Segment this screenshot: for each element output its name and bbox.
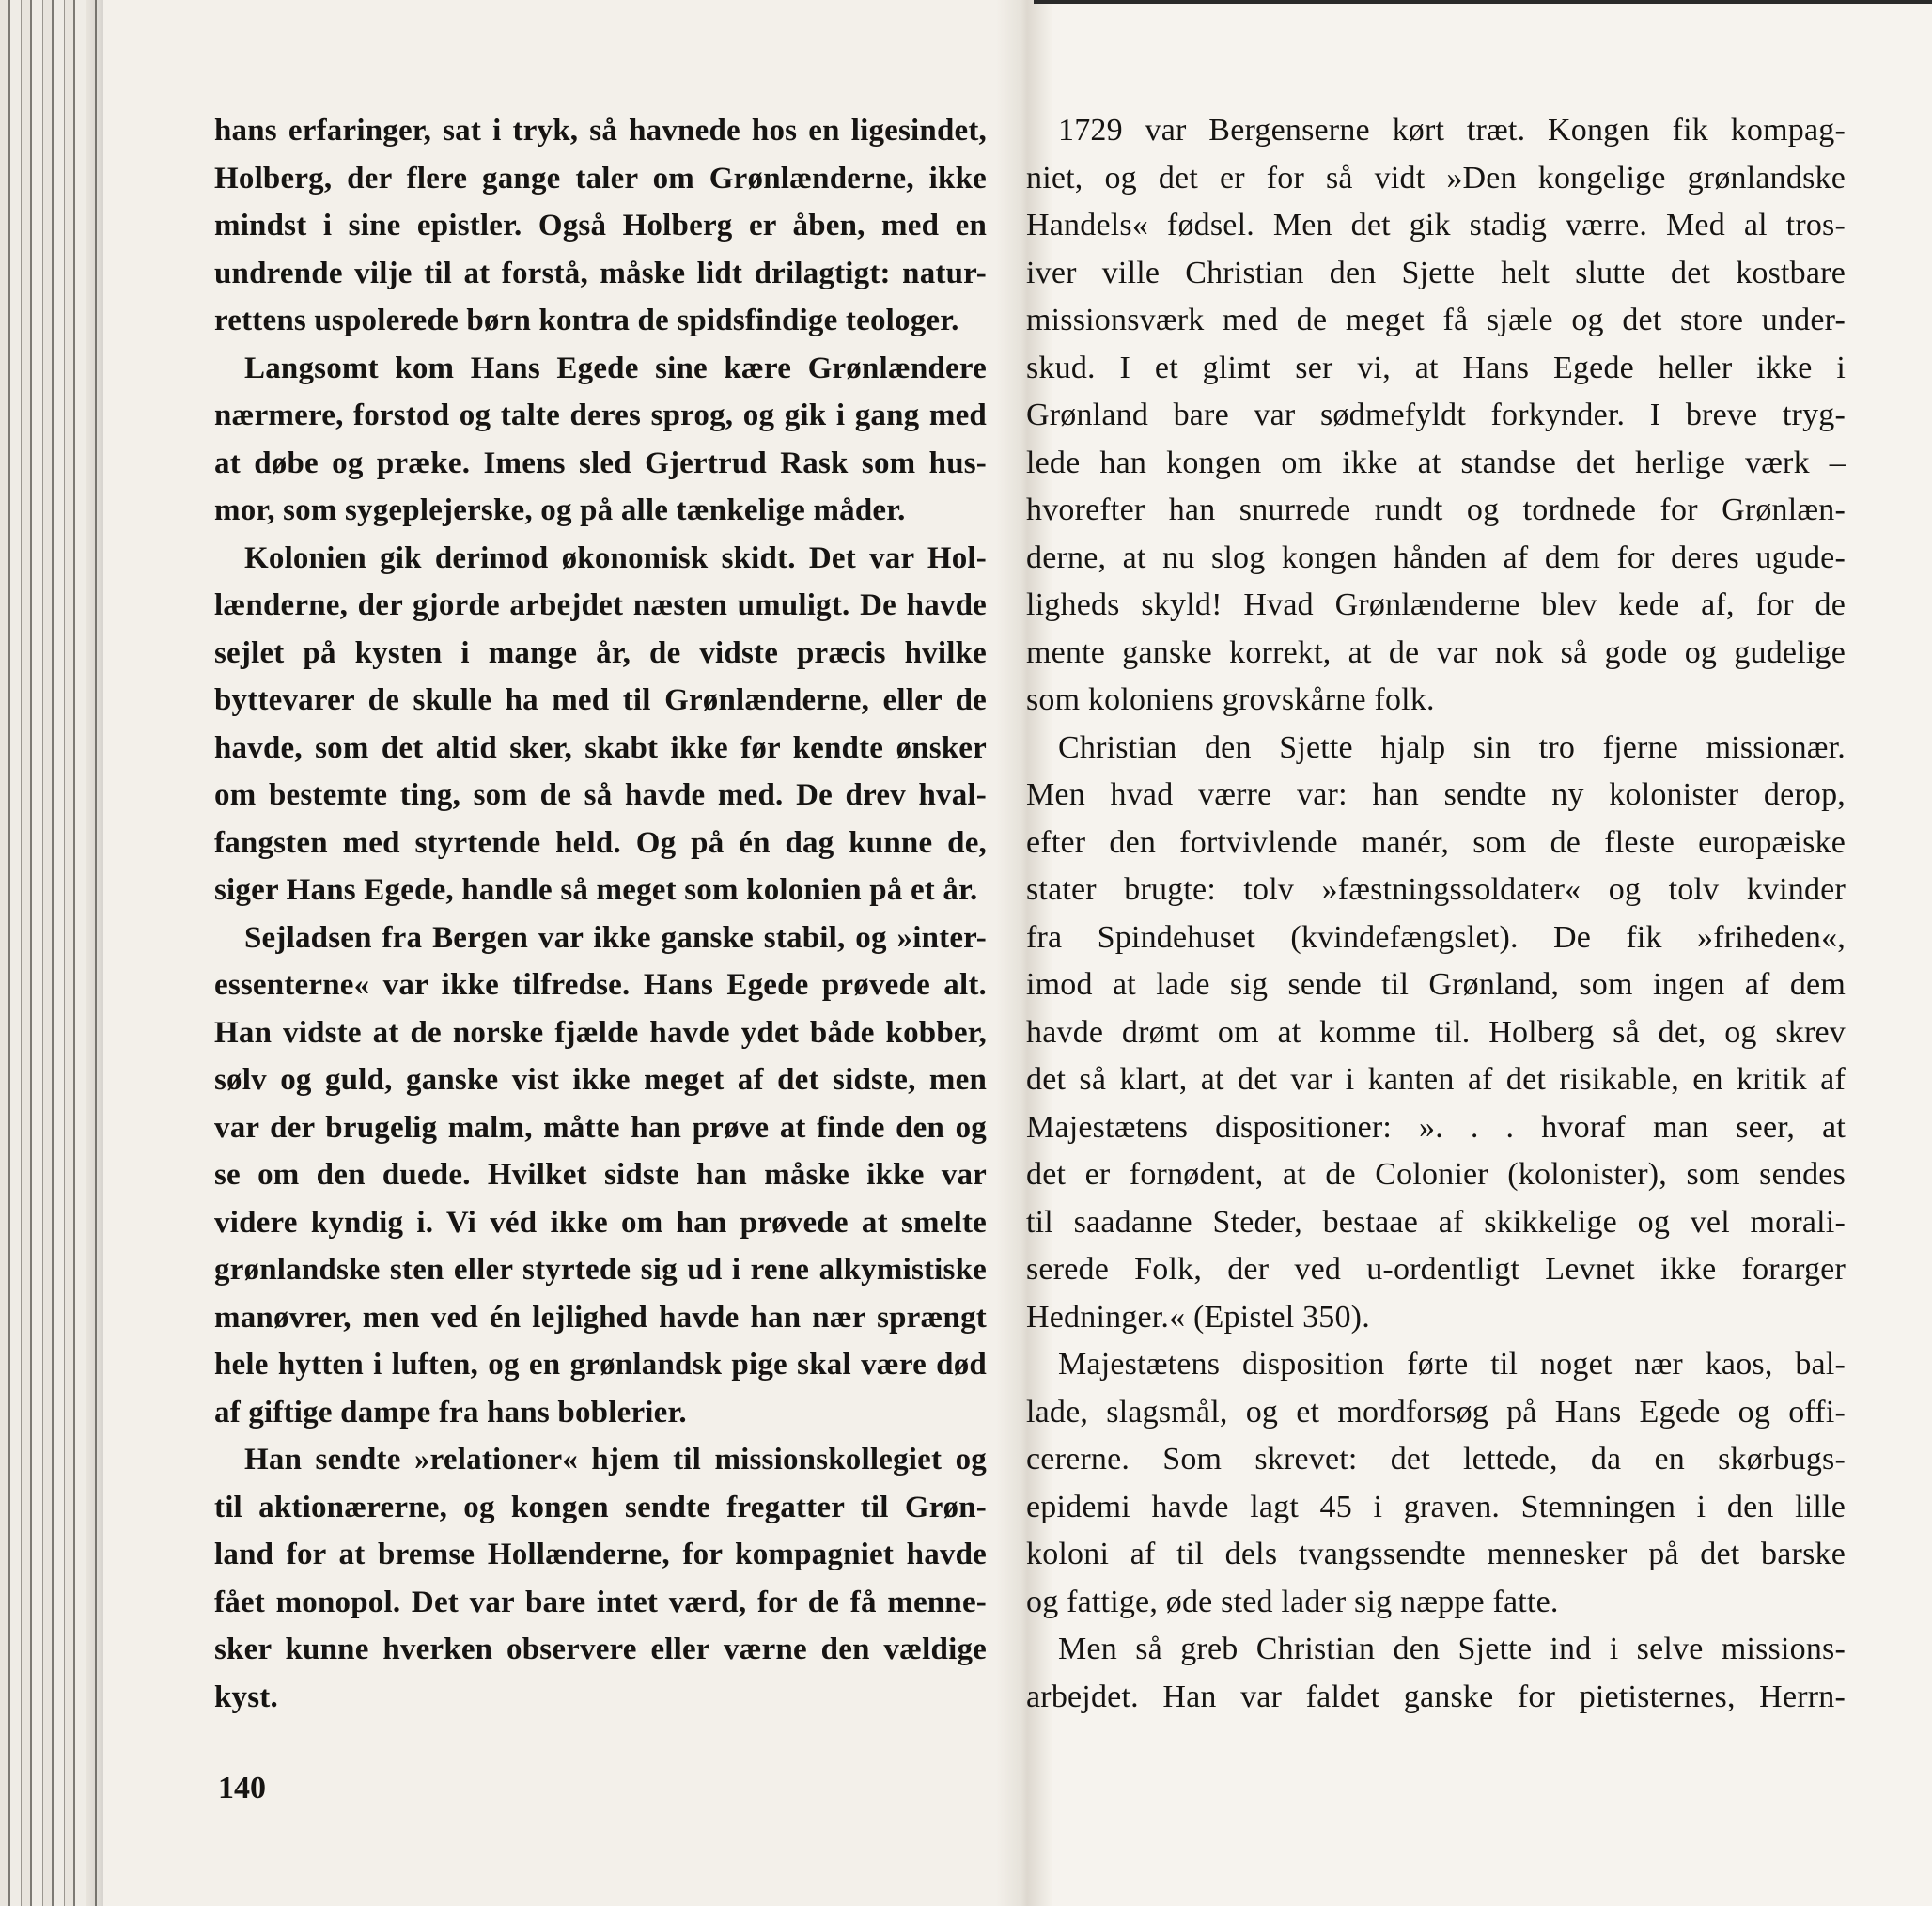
text-line: 1729 var Bergenserne kørt træt. Kongen fik kompag- [1058, 113, 1846, 148]
text-line: Holberg, der flere gange taler om Grønlænderne, ikke [214, 161, 987, 195]
text-line: byttevarer de skulle ha med til Grønlænderne, eller de [214, 683, 987, 717]
text-line: essenterne« var ikke tilfredse. Hans Egede prøvede alt. [214, 968, 987, 1002]
text-line: at døbe og præke. Imens sled Gjertrud Rask som hus- [214, 445, 987, 480]
text-line: af giftige dampe fra hans boblerier. [214, 1395, 687, 1430]
text-line: hans erfaringer, sat i tryk, så havnede hos en ligesindet, [214, 114, 987, 148]
text-line: det er fornødent, at de Colonier (kolonister), som sendes [1026, 1157, 1846, 1192]
text-line: cererne. Som skrevet: det lettede, da en skørbugs- [1026, 1442, 1846, 1476]
text-line: imod at lade sig sende til Grønland, som ingen af dem [1026, 967, 1846, 1002]
text-line: mor, som sygeplejerske, og på alle tænkelige måder. [214, 493, 906, 527]
text-line: var der brugelig malm, måtte han prøve at finde den og [214, 1110, 987, 1145]
text-line: efter den fortvivlende manér, som de fleste europæiske [1026, 824, 1846, 860]
text-line: mindst i sine epistler. Også Holberg er åben, med en [214, 209, 987, 242]
text-line: Handels« fødsel. Men det gik stadig værre. Med al tros- [1026, 208, 1846, 242]
text-line: iver ville Christian den Sjette helt slutte det kostbare [1026, 255, 1846, 290]
text-line: derne, at nu slog kongen hånden af dem for deres ugude- [1026, 539, 1846, 575]
text-line: ligheds skyld! Hvad Grønlænderne blev kede af, for de [1026, 587, 1846, 622]
text-line: Sejladsen fra Bergen var ikke ganske stabil, og »inter- [244, 920, 987, 955]
right-page-text [1026, 107, 1846, 1721]
text-line: fået monopol. Det var bare intet værd, for de få menne- [214, 1585, 987, 1619]
text-line: lænderne, der gjorde arbejdet næsten umuligt. De havde [214, 588, 987, 622]
page-number: 140 [218, 1771, 266, 1805]
text-line: missionsværk med de meget få sjæle og det store under- [1026, 303, 1846, 337]
text-line: sejlet på kysten i mange år, de vidste præcis hvilke [214, 635, 987, 670]
text-line: hele hytten i luften, og en grønlandsk pige skal være død [214, 1348, 987, 1382]
text-line: Men hvad værre var: han sendte ny kolonister derop, [1026, 777, 1846, 812]
text-line: Majestætens dispositioner: ». . . hvoraf man seer, at [1026, 1109, 1846, 1145]
text-line: som koloniens grovskårne folk. [1026, 682, 1435, 717]
text-line: niet, og det er for så vidt »Den kongelige grønlandske [1026, 160, 1846, 195]
text-line: Han vidste at de norske fjælde havde ydet både kobber, [214, 1015, 987, 1050]
text-line: Men så greb Christian den Sjette ind i selve missions- [1058, 1632, 1846, 1666]
text-line: det så klart, at det var i kanten af det risikable, en kritik af [1026, 1062, 1846, 1097]
text-line: mente ganske korrekt, at de var nok så gode og gudelige [1026, 634, 1846, 670]
text-line: til aktionærerne, og kongen sendte fregatter til Grøn- [214, 1490, 987, 1524]
text-line: sølv og guld, ganske vist ikke meget af det sidste, men [214, 1063, 987, 1097]
text-line: fra Spindehuset (kvindefængslet). De fik »friheden«, [1026, 919, 1846, 955]
text-line: epidemi havde lagt 45 i graven. Stemningen i den lille [1026, 1489, 1846, 1524]
text-line: grønlandske sten eller styrtede sig ud i rene alkymistiske [214, 1253, 987, 1287]
text-line: arbejdet. Han var faldet ganske for pietisternes, Herrn- [1026, 1679, 1846, 1714]
text-line: havde drømt om at komme til. Holberg så det, og skrev [1026, 1014, 1846, 1050]
text-line: stater brugte: tolv »fæstningssoldater« og tolv kvinder [1026, 872, 1846, 907]
page-edges [0, 0, 103, 1906]
text-line: nærmere, forstod og talte deres sprog, og gik i gang med [214, 398, 987, 432]
text-line: hvorefter han snurrede rundt og tordnede for Grønlæn- [1026, 492, 1846, 527]
text-line: land for at bremse Hollænderne, for kompagniet havde [214, 1538, 987, 1571]
text-line: om bestemte ting, som de så havde med. De drev hval- [214, 778, 987, 812]
text-line: skud. I et glimt ser vi, at Hans Egede heller ikke i [1026, 350, 1846, 385]
text-line: Hedninger.« (Epistel 350). [1026, 1299, 1370, 1335]
text-line: sker kunne hverken observere eller værne den vældige [214, 1633, 987, 1666]
text-line: kyst. [214, 1679, 278, 1714]
text-line: fangsten med styrtende held. Og på én dag kunne de, [214, 825, 987, 860]
text-line: til saadanne Steder, bestaae af skikkelige og vel morali- [1026, 1204, 1846, 1240]
top-edge [1034, 0, 1932, 4]
text-line: Christian den Sjette hjalp sin tro fjerne missionær. [1058, 729, 1846, 765]
text-line: undrende vilje til at forstå, måske lidt drilagtigt: natur- [214, 256, 987, 290]
text-line: Langsomt kom Hans Egede sine kære Grønlændere [244, 351, 987, 385]
text-line: rettens uspolerede børn kontra de spidsfindige teologer. [214, 304, 959, 337]
text-line: siger Hans Egede, handle så meget som kolonien på et år. [214, 873, 978, 907]
text-line: havde, som det altid sker, skabt ikke før kendte ønsker [214, 730, 987, 765]
text-line: manøvrer, men ved én lejlighed havde han nær sprængt [214, 1300, 987, 1335]
text-line: Grønland bare var sødmefyldt forkynder. I breve tryg- [1026, 398, 1846, 432]
left-page-text [214, 107, 987, 1721]
text-line: Kolonien gik derimod økonomisk skidt. Det var Hol- [244, 540, 987, 575]
text-line: og fattige, øde sted lader sig næppe fatte. [1026, 1584, 1559, 1619]
text-line: lede han kongen om ikke at standse det herlige værk – [1026, 445, 1846, 480]
text-line: Majestætens disposition førte til noget nær kaos, bal- [1058, 1347, 1846, 1382]
text-line: serede Folk, der ved u-ordentligt Levnet ikke forarger [1026, 1252, 1846, 1287]
text-line: videre kyndig i. Vi véd ikke om han prøvede at smelte [214, 1205, 987, 1240]
text-line: lade, slagsmål, og et mordforsøg på Hans Egede og offi- [1026, 1394, 1846, 1430]
text-line: se om den duede. Hvilket sidste han måske ikke var [214, 1158, 987, 1192]
text-line: Han sendte »relationer« hjem til missionskollegiet og [244, 1443, 987, 1476]
text-line: koloni af til dels tvangssendte mennesker på det barske [1026, 1537, 1846, 1571]
